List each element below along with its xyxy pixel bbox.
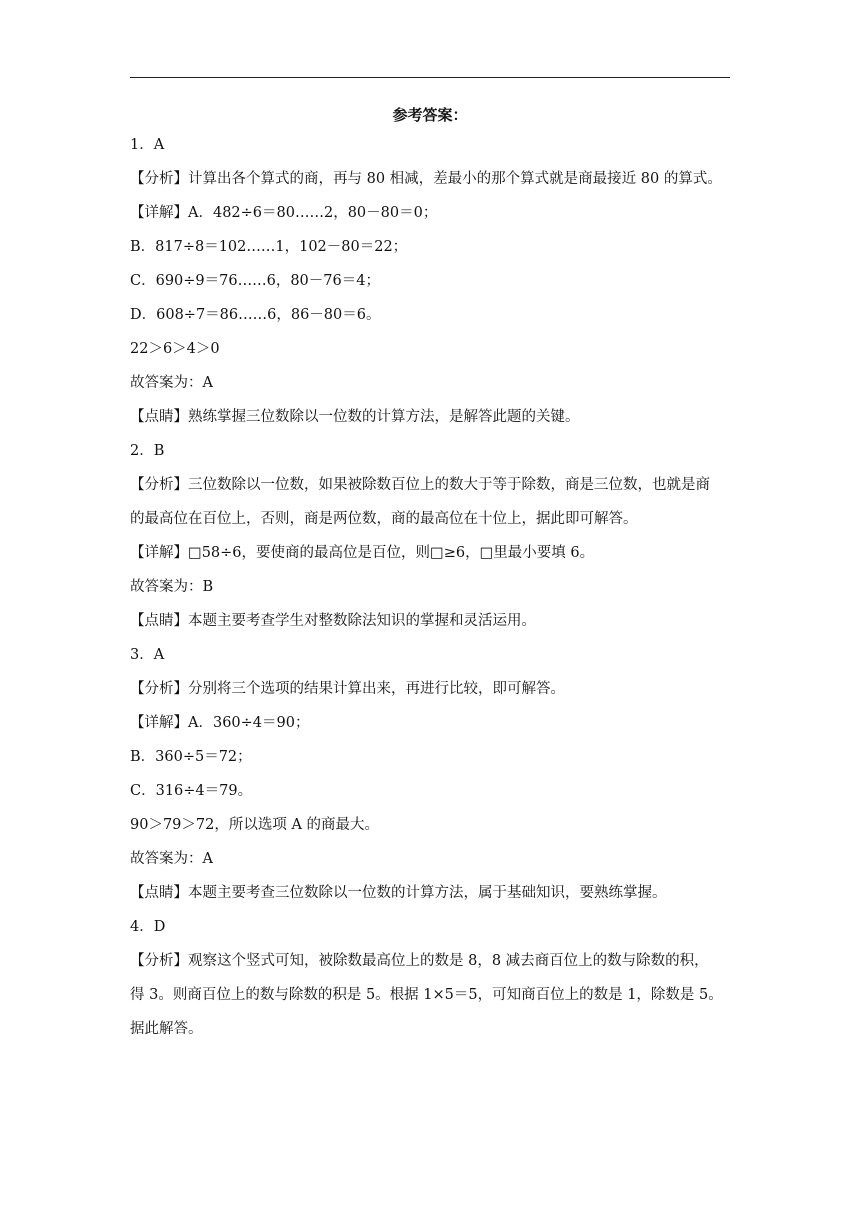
- comment-line: [130, 604, 730, 638]
- line-text: 本题主要考查学生对整数除法知识的掌握和灵活运用。: [188, 613, 536, 629]
- conclusion-line: [130, 366, 730, 400]
- line-text: C．690÷9＝76……6，80－76＝4；: [130, 273, 380, 289]
- answer-list: [130, 128, 730, 1046]
- detail-line: [130, 706, 730, 740]
- detail-line: [130, 196, 730, 230]
- line-text: A．482÷6＝80……2，80－80＝0；: [188, 205, 438, 221]
- detail-line: [130, 536, 730, 570]
- conclusion-line: [130, 570, 730, 604]
- detail-line: [130, 332, 730, 366]
- line-text: 的最高位在百位上，否则，商是两位数，商的最高位在十位上，据此即可解答。: [130, 511, 638, 527]
- line-text: □58÷6，要使商的最高位是百位，则□≥6，□里最小要填 6。: [188, 545, 595, 561]
- comment-line: [130, 400, 730, 434]
- line-text: 观察这个竖式可知，被除数最高位上的数是 8，8 减去商百位上的数与除数的积，: [188, 953, 709, 969]
- answer-number: 3．A: [130, 647, 165, 663]
- tag-label: 【分析】: [130, 681, 188, 697]
- line-text: B．817÷8＝102……1，102－80＝22；: [130, 239, 408, 255]
- conclusion-line: [130, 842, 730, 876]
- analysis-line: [130, 502, 730, 536]
- line-text: 本题主要考查三位数除以一位数的计算方法，属于基础知识，要熟练掌握。: [188, 885, 667, 901]
- header-rule: [130, 77, 730, 78]
- line-text: C．316÷4＝79。: [130, 783, 253, 799]
- line-text: 90＞79＞72，所以选项 A 的商最大。: [130, 817, 380, 833]
- detail-line: [130, 774, 730, 808]
- tag-label: 【详解】: [130, 715, 188, 731]
- line-text: 三位数除以一位数，如果被除数百位上的数大于等于除数，商是三位数，也就是商: [188, 477, 710, 493]
- line-text: A．360÷4＝90；: [188, 715, 310, 731]
- analysis-line: [130, 944, 730, 978]
- line-text: 22＞6＞4＞0: [130, 341, 220, 357]
- answer-number: 2．B: [130, 443, 165, 459]
- line-text: 故答案为：A: [130, 375, 213, 391]
- detail-line: [130, 740, 730, 774]
- line-text: B．360÷5＝72；: [130, 749, 252, 765]
- analysis-line: [130, 978, 730, 1012]
- line-text: 故答案为：A: [130, 851, 213, 867]
- line-text: 得 3。则商百位上的数与除数的积是 5。根据 1×5＝5，可知商百位上的数是 1，除数是 5。: [130, 987, 723, 1003]
- analysis-line: [130, 672, 730, 706]
- tag-label: 【点睛】: [130, 613, 188, 629]
- comment-line: [130, 876, 730, 910]
- line-text: 故答案为：B: [130, 579, 214, 595]
- tag-label: 【详解】: [130, 205, 188, 221]
- tag-label: 【点睛】: [130, 885, 188, 901]
- tag-label: 【分析】: [130, 171, 188, 187]
- line-text: 分别将三个选项的结果计算出来，再进行比较，即可解答。: [188, 681, 565, 697]
- analysis-line: [130, 1012, 730, 1046]
- detail-line: [130, 264, 730, 298]
- answer-number: 1．A: [130, 137, 165, 153]
- line-text: 据此解答。: [130, 1021, 203, 1037]
- line-text: 熟练掌握三位数除以一位数的计算方法，是解答此题的关键。: [188, 409, 580, 425]
- line-text: 计算出各个算式的商，再与 80 相减，差最小的那个算式就是商最接近 80 的算式。: [188, 171, 722, 187]
- detail-line: [130, 298, 730, 332]
- tag-label: 【详解】: [130, 545, 188, 561]
- analysis-line: [130, 162, 730, 196]
- line-text: D．608÷7＝86……6，86－80＝6。: [130, 307, 381, 323]
- analysis-line: [130, 468, 730, 502]
- detail-line: [130, 230, 730, 264]
- tag-label: 【分析】: [130, 953, 188, 969]
- tag-label: 【分析】: [130, 477, 188, 493]
- answer-number: 4．D: [130, 919, 166, 935]
- detail-line: [130, 808, 730, 842]
- tag-label: 【点睛】: [130, 409, 188, 425]
- page-title: 参考答案：: [392, 106, 468, 124]
